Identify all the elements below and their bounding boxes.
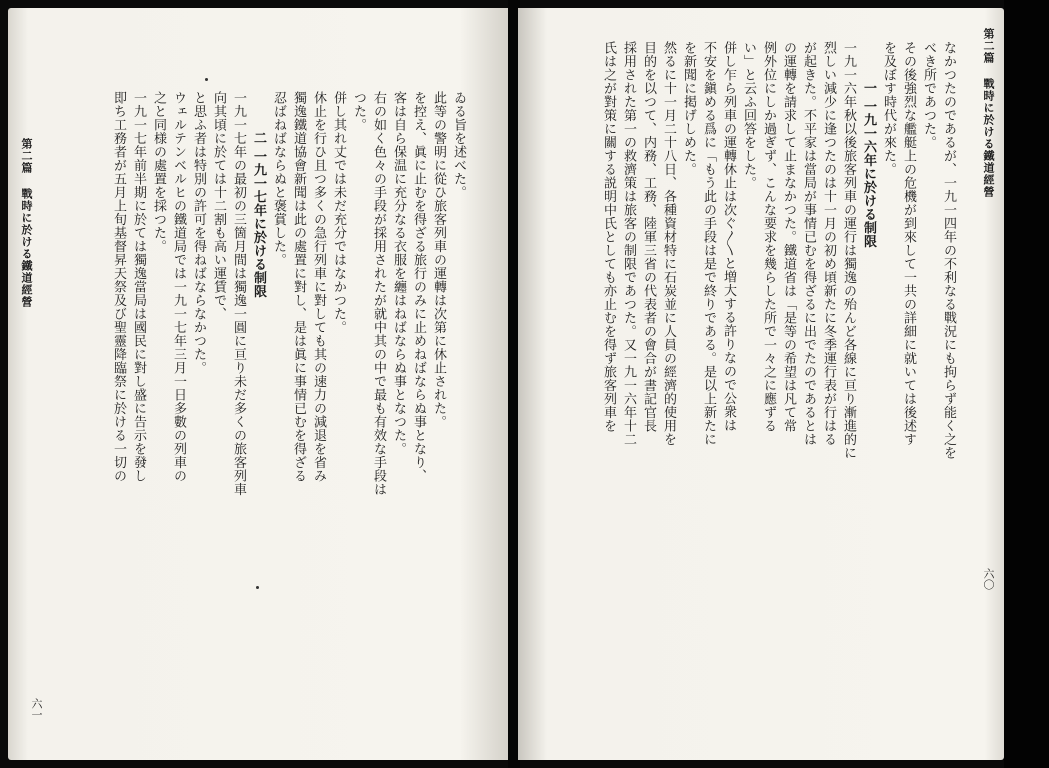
left-page-header: 第二篇 戰時に於ける鐵道經營 <box>20 138 33 308</box>
text-column: 不安を鎭める爲に「もう此の手段は是で終りである。是以上新たに <box>701 41 716 446</box>
text-column: 一九一六年秋以後旅客列車の運行は獨逸の殆んど各線に亘り漸進的に <box>841 41 856 460</box>
text-column: なかつたのであるが、一九一四年の不利なる戰況にも拘らず能く之を <box>941 41 956 460</box>
text-column: 採用された第一の救濟策は旅客の制限であつた。又一九一六年十二 <box>621 41 636 446</box>
scan-border <box>1004 0 1049 768</box>
text-column: 烈しい減少に逢つたのは十一月の初め頃新たに冬季運行表が行はる <box>821 41 836 446</box>
text-column: ゐる旨を述べた。 <box>451 91 466 199</box>
section-heading: 一 一九一六年に於ける制限 <box>861 81 876 249</box>
text-column: 獨逸鐵道協會新聞は此の處置に對し、是は眞に事情已むを得ざる <box>291 91 306 483</box>
text-column: 目的を以つて、内務、工務、陸軍三省の代表者の會合が書記官長 <box>641 41 656 433</box>
text-column: 一九一七年の最初の三箇月間は獨逸一圓に亘り未だ多くの旅客列車 <box>231 91 246 496</box>
right-page-body <box>548 28 958 678</box>
text-column: 向其頃に於ては十二割も高い運賃で、 <box>211 91 226 321</box>
text-column: 併し乍ら列車の運轉休止は次ぐ〳〵と増大する許りなので公衆は <box>721 41 736 432</box>
text-column: の運轉を請求して止まなかつた。鐵道省は「是等の希望は凡て常 <box>781 41 796 433</box>
text-column: 一九一七年前半期に於ては獨逸當局は國民に對し盛に告示を發し <box>131 91 146 483</box>
text-column: 例外位にしか過ぎず、こんな要求を幾らした所で一々之に應ずる <box>761 41 776 433</box>
text-column: 客は自ら保温に充分なる衣服を纏はねばならぬ事となつた。 <box>391 91 406 456</box>
right-page-header: 第二篇 戰時に於ける鐵道經營 <box>982 28 995 198</box>
scan-speck <box>256 586 259 589</box>
text-column: 即ち工務者が五月上旬基督昇天祭及び聖靈降臨祭に於ける一切の <box>111 91 126 483</box>
text-column: を及ぼす時代が來た。 <box>881 41 896 176</box>
text-column: 忍ばねばならぬと褒賞した。 <box>271 91 286 267</box>
left-page-body <box>48 78 468 698</box>
left-page <box>8 8 510 760</box>
section-heading: 二 一九一七年に於ける制限 <box>251 131 266 299</box>
text-column: 然るに十一月二十八日、各種資材特に石炭並に人員の經濟的使用を <box>661 41 676 446</box>
text-column: と思ふ者は特別の許可を得ねばならなかつた。 <box>191 91 206 375</box>
text-column: 右の如く色々の手段が採用されたが就中其の中で最も有效な手段は <box>371 91 386 496</box>
scan-speck <box>205 78 208 81</box>
text-column: つた。 <box>351 91 366 132</box>
left-page-number: 六一 <box>30 698 43 720</box>
text-column: その後強烈な艦艇上の危機が到來して一共の詳細に就いては後述す <box>901 41 916 446</box>
text-column: 之と同様の處置を採つた。 <box>151 91 166 253</box>
right-page <box>518 8 1004 760</box>
text-column: 休止を行ひ且つ多くの急行列車に對しても其の速力の減退を省み <box>311 91 326 483</box>
text-column: 氏は之が對策に關する説明中氏としても亦止むを得ず旅客列車を <box>601 41 616 433</box>
text-column: べき所であつた。 <box>921 41 936 149</box>
text-column: を控え、眞に止むを得ざる旅行のみに止めねばならぬ事となり、 <box>411 91 426 483</box>
text-column: 併し其れ丈では未だ充分ではなかつた。 <box>331 91 346 334</box>
text-column: が起きた。不平家は當局が事情已むを得ざるに出でたのであるとは <box>801 41 816 446</box>
text-column: 此等の警明に從ひ旅客列車の運轉は次第に休止された。 <box>431 91 446 429</box>
text-column: を新聞に掲げしめた。 <box>681 41 696 176</box>
text-column: ウェルテンベルヒの鐵道局では一九一七年三月一日多數の列車の <box>171 91 186 483</box>
right-page-number: 六〇 <box>982 568 995 590</box>
text-column: い」と云ふ回答をした。 <box>741 41 756 190</box>
